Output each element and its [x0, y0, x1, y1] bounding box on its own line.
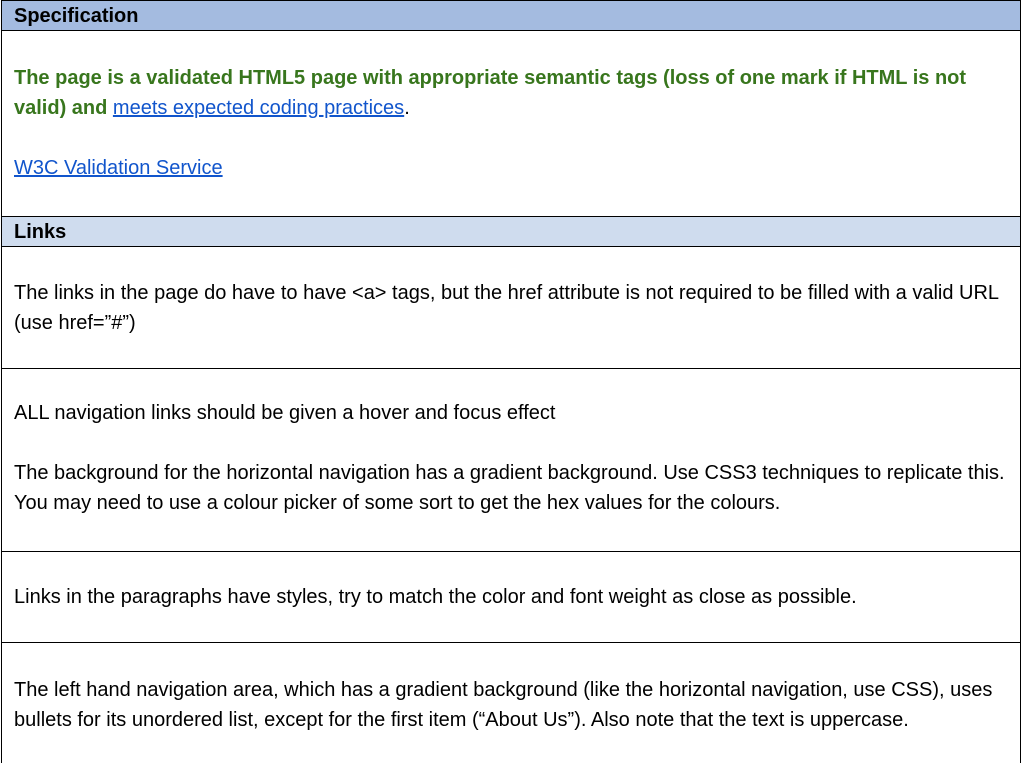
w3c-validation-link[interactable]: W3C Validation Service	[14, 157, 223, 179]
coding-practices-link[interactable]: meets expected coding practices	[112, 97, 405, 119]
specification-header: Specification	[2, 0, 1020, 31]
spec-table	[1, 0, 1021, 763]
spec-paragraph	[14, 63, 1008, 123]
links-row-1	[2, 247, 1020, 369]
row-3-text: Links in the paragraphs have styles, try to match the color and font weight as close as possible.	[14, 586, 857, 608]
row-2-text-a: ALL navigation links should be given a hover and focus effect	[14, 402, 556, 424]
spec-text: The page is a validated HTML5 page with appropriate semantic tags (loss of one mark if HTML is not valid) and	[14, 67, 967, 119]
links-header: Links	[2, 217, 1020, 247]
row-1-text: The links in the page do have to have <a> tags, but the href attribute is not required to be filled with a valid URL (use href=”#”)	[14, 282, 999, 334]
links-row-3	[2, 552, 1020, 643]
spec-cell	[2, 31, 1020, 217]
validation-paragraph	[14, 153, 1008, 183]
row-4-text: The left hand navigation area, which has a gradient background (like the horizontal navigation, use CSS), uses bullets for its unordered list, except for the first item (“About Us”). Also note that the text is uppercase.	[14, 679, 993, 731]
row-2-text-b: The background for the horizontal navigation has a gradient background. Use CSS3 techniques to replicate this. You may need to use a colour picker of some sort to get the hex values for the colours.	[14, 462, 1005, 514]
links-row-4	[2, 643, 1020, 763]
links-row-2	[2, 369, 1020, 552]
spec-text-end: .	[404, 97, 410, 119]
